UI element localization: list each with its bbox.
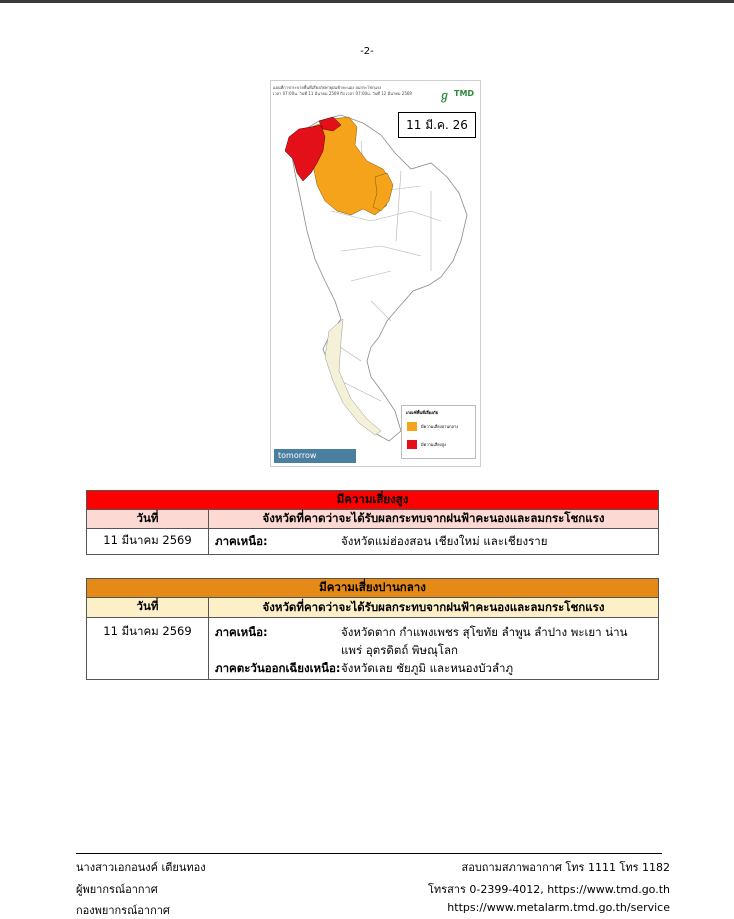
footer-author: นางสาวเอกอนงค์ เตียนทอง: [76, 861, 206, 874]
region-label: ภาคเหนือ:: [215, 624, 268, 639]
high-risk-title: มีความเสี่ยงสูง: [87, 491, 659, 510]
high-risk-header-row: [87, 510, 659, 529]
region-label: ภาคตะวันออกเฉียงเหนือ:: [215, 660, 341, 675]
high-row-north: [215, 533, 652, 551]
high-date: 11 มีนาคม 2569: [87, 529, 209, 555]
footer-divider: [76, 853, 662, 854]
province-list: จังหวัดตาก กำแพงเพชร สุโขทัย ลำพูน ลำปาง พะเยา น่าน แพร่ อุตรดิตถ์ พิษณุโลก: [341, 624, 628, 657]
table-row: [87, 529, 659, 555]
province-list: จังหวัดเลย ชัยภูมิ และหนองบัวลำภู: [341, 660, 514, 675]
legend-item-high: [407, 440, 446, 449]
high-risk-title-row: [87, 491, 659, 510]
medium-risk-header-row: [87, 598, 659, 618]
province-list: จังหวัดแม่ฮ่องสอน เชียงใหม่ และเชียงราย: [341, 533, 548, 548]
map-date-label: 11 มี.ค. 26: [398, 112, 476, 138]
tmd-logo-icon: ℊ: [439, 89, 450, 102]
medium-risk-table: [86, 578, 659, 680]
map-header-line1: แผนที่การกระจายพื้นที่เสี่ยงภัยพายุฝนฟ้าคะนอง ลมกระโชกแรง: [273, 85, 382, 90]
footer-service-link[interactable]: https://www.metalarm.tmd.go.th/service: [447, 901, 670, 914]
footer-division: กองพยากรณ์อากาศ: [76, 904, 170, 917]
medium-date: 11 มีนาคม 2569: [87, 618, 209, 680]
legend-swatch-medium: [407, 422, 417, 431]
footer-fax-link[interactable]: โทรสาร 0-2399-4012, https://www.tmd.go.th: [428, 883, 670, 896]
legend-label-high: มีความเสี่ยงสูง: [421, 442, 446, 447]
medium-risk-title-row: [87, 579, 659, 598]
map-header-line2: เวลา 07:00น. วันที่ 11 มีนาคม 2569 ถึง เวลา 07:00น. วันที่ 12 มีนาคม 2569: [273, 91, 412, 96]
table-row: [87, 618, 659, 680]
legend-item-medium: [407, 422, 458, 431]
medium-risk-title: มีความเสี่ยงปานกลาง: [87, 579, 659, 598]
region-label: ภาคเหนือ:: [215, 533, 268, 548]
map-legend: [401, 405, 476, 459]
medium-row-north: [215, 623, 652, 659]
page-number: -2-: [360, 46, 374, 57]
tmd-logo-text: TMD: [454, 89, 475, 98]
legend-label-medium: มีความเสี่ยงปานกลาง: [421, 424, 459, 429]
high-col-provinces: จังหวัดที่คาดว่าจะได้รับผลกระทบจากฝนฟ้าคะนองและลมกระโชกแรง: [209, 510, 659, 529]
footer-role: ผู้พยากรณ์อากาศ: [76, 883, 158, 896]
medium-row-northeast: [215, 659, 652, 677]
risk-map: [270, 80, 481, 467]
high-col-date: วันที่: [87, 510, 209, 529]
legend-swatch-high: [407, 440, 417, 449]
medium-col-provinces: จังหวัดที่คาดว่าจะได้รับผลกระทบจากฝนฟ้าคะนองและลมกระโชกแรง: [209, 598, 659, 618]
legend-title: เกณฑ์พื้นที่เสี่ยงภัย: [406, 410, 438, 415]
top-border: [0, 0, 734, 3]
footer-phone: สอบถามสภาพอากาศ โทร 1111 โทร 1182: [461, 861, 670, 874]
tomorrow-watermark: tomorrow: [274, 449, 356, 463]
high-risk-table: [86, 490, 659, 555]
medium-col-date: วันที่: [87, 598, 209, 618]
